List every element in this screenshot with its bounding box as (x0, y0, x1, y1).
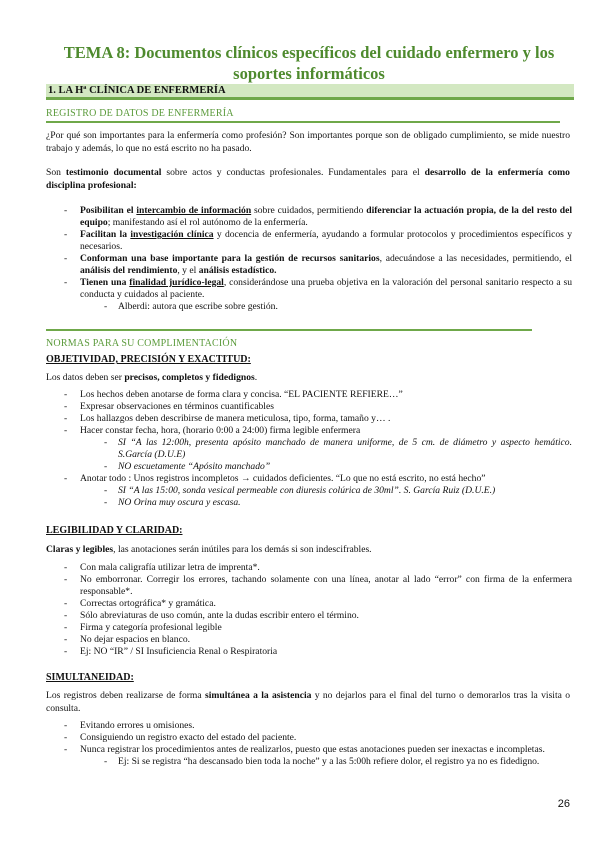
list-item: - Los hallazgos deben describirse de manera meticulosa, tipo, forma, tamaño y… . (46, 413, 572, 425)
bold-text: Conforman una base importante para la gestión de recursos sanitarios (80, 253, 380, 264)
objetividad-heading: OBJETIVIDAD, PRECISIÓN Y EXACTITUD: (46, 354, 251, 365)
bold-text: Facilitan la (80, 229, 131, 240)
sub-list-item: - Alberdi: autora que escribe sobre gestión. (46, 301, 572, 313)
normas-heading: NORMAS PARA SU COMPLIMENTACIÓN (46, 338, 238, 349)
text-run: , las anotaciones serán inútiles para los demás si son indescifrables. (113, 544, 372, 555)
title-line-2: soportes informáticos (233, 64, 385, 83)
text-run: Los registros deben realizarse de forma (46, 690, 205, 701)
underlined-text: finalidad jurídico-legal (129, 277, 224, 288)
legibilidad-heading: LEGIBILIDAD Y CLARIDAD: (46, 525, 183, 536)
text-run: , considerándose una prueba objetiva en la valoración del personal sanitario respecto a su conducta y cuidados al paciente. (80, 277, 573, 300)
page-title (46, 42, 572, 84)
text-run: , adecuándose a las necesidades, permitiendo, el (379, 253, 572, 264)
sub-list-item: - NO Orina muy oscura y escasa. (46, 497, 572, 509)
bold-text: análisis estadístico. (198, 265, 277, 276)
text-run: y docencia de enfermería, ayudando a formular protocolos y procedimientos específicos y necesarios. (80, 229, 573, 252)
sub-list-item: - SI “A las 15:00, sonda vesical permeable con diuresis colúrica de 30ml”. S. García Ruiz (D.U.E.) (46, 485, 572, 497)
text-run: Son (46, 167, 66, 178)
list-item: - No dejar espacios en blanco. (46, 634, 572, 646)
list-item: - Expresar observaciones en términos cuantificables (46, 401, 572, 413)
text-run: Los datos deben ser (46, 372, 125, 383)
list-item (46, 253, 572, 277)
text-run: . (254, 372, 258, 383)
sub-list-item: - NO escuetamente “Apósito manchado” (46, 461, 572, 473)
list-item: - Consiguiendo un registro exacto del estado del paciente. (46, 732, 572, 744)
bold-text: diferenciar la actuación propia, de la del resto del equipo (80, 205, 572, 228)
bold-text: testimonio documental (65, 167, 162, 178)
list-item: - Anotar todo : Unos registros incompletos → cuidados deficientes. “Lo que no está escrito, no está hecho” (46, 473, 572, 485)
testimonio-paragraph (46, 167, 570, 192)
list-item: - Con mala caligrafía utilizar letra de imprenta*. (46, 562, 572, 574)
text-run: ; manifestando así el rol autónomo de la enfermería. (107, 217, 308, 228)
text-run: sobre actos y conductas profesionales. Fundamentales para el (161, 167, 425, 178)
intro-paragraph: ¿Por qué son importantes para la enfermería como profesión? Son importantes porque son de obligado cumplimiento, se mide nuestro trabajo y además, lo que no está escrito no ha pasado. (46, 130, 570, 154)
list-item: - Sólo abreviaturas de uso común, ante la dudas escribir entero el término. (46, 610, 572, 622)
list-item: - No emborronar. Corregir los errores, tachando solamente con una línea, anotar al lado “error” con firma de la enfermera responsable*. (46, 574, 572, 598)
simultaneidad-heading: SIMULTANEIDAD: (46, 672, 134, 683)
simultaneidad-paragraph (46, 690, 570, 715)
text-run: sobre cuidados, permitiendo (251, 205, 367, 216)
text-run: y no dejarlos para el final del turno o demorarlos tras la visita o consulta. (46, 690, 571, 714)
normas-heading-topline (46, 329, 532, 331)
bold-text: Claras y legibles (46, 544, 114, 555)
list-item: - Los hechos deben anotarse de forma clara y concisa. “EL PACIENTE REFIERE…” (46, 389, 572, 401)
bold-text: simultánea a la asistencia (204, 690, 312, 701)
sub-list-item: - Ej: Si se registra “ha descansado bien toda la noche” y a las 5:00h refiere dolor, el registro ya no es fidedigno. (46, 756, 572, 768)
bold-text: análisis del rendimiento (80, 265, 178, 276)
bold-text: precisos, completos y fidedignos (124, 372, 255, 383)
bold-text: Tienen una (80, 277, 130, 288)
objetividad-paragraph (46, 372, 570, 385)
funciones-list (46, 205, 572, 313)
list-item: - Ej: NO “IR” / SI Insuficiencia Renal o Respiratoria (46, 646, 572, 658)
list-item: - Nunca registrar los procedimientos antes de realizarlos, puesto que estas anotaciones pueden ser inexactas e incompletas. (46, 744, 572, 756)
objetividad-list (46, 389, 572, 509)
list-item (46, 205, 572, 229)
list-item: - Evitando errores u omisiones. (46, 720, 572, 732)
list-item: - Hacer constar fecha, hora, (horario 0:00 a 24:00) firma legible enfermera (46, 425, 572, 437)
legibilidad-paragraph (46, 544, 570, 557)
list-item (46, 277, 572, 301)
bold-text: desarrollo de la enfermería como disciplina profesional: (46, 167, 570, 191)
underlined-text: investigación clínica (130, 229, 214, 240)
list-item: - Firma y categoría profesional legible (46, 622, 572, 634)
sub-list-item: - SI “A las 12:00h, presenta apósito manchado de manera uniforme, de 5 cm. de diámetro y aspecto hemático. S.García (D.U.E) (46, 437, 572, 461)
simultaneidad-list (46, 720, 572, 768)
list-item: - Correctas ortográfica* y gramática. (46, 598, 572, 610)
underlined-text: intercambio de información (136, 205, 252, 216)
bold-text: Posibilitan el (80, 205, 137, 216)
title-line-1: TEMA 8: Documentos clínicos específicos del cuidado enfermero y los (63, 43, 555, 62)
legibilidad-list (46, 562, 572, 658)
registro-heading: REGISTRO DE DATOS DE ENFERMERÍA (46, 108, 234, 119)
list-item (46, 229, 572, 253)
text-run: , y el (177, 265, 199, 276)
page-number: 26 (557, 798, 570, 810)
section-heading-historia-clinica: 1. LA Hª CLÍNICA DE ENFERMERÍA (46, 84, 574, 100)
registro-heading-underline (46, 121, 560, 123)
